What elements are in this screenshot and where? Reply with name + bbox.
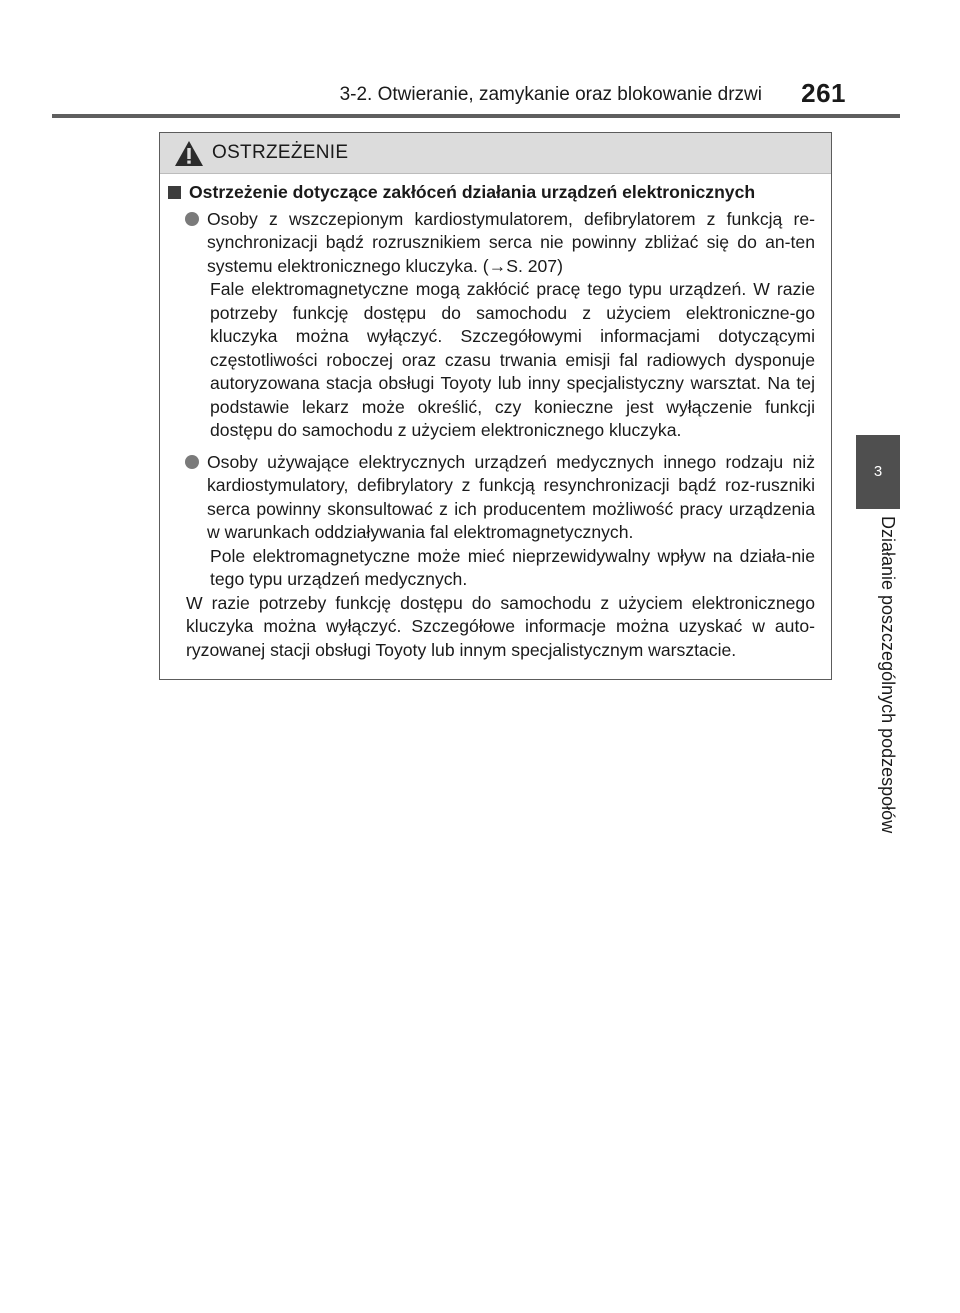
bullet-detail: Fale elektromagnetyczne mogą zakłócić pracę tego typu urządzeń. W razie potrzeby funkcję dostępu do samochodu z użyciem elektroniczne-go kluczyka można wyłączyć. Szczegółowymi informacjami dotyczącymi częstotliwości roboczej oraz czasu trwania emisji fal radiowych dysponuje autoryzowana stacja obsługi Toyoty lub inny specjalistyczny warsztat. Na tej podstawie lekarz może określić, czy konieczne jest wyłączenie funkcji dostępu do samochodu z użyciem elektronicznego kluczyka. xyxy=(210,279,815,440)
circle-bullet-icon xyxy=(185,455,199,469)
list-item xyxy=(168,208,815,443)
bullet-text: Osoby używające elektrycznych urządzeń medycznych innego rodzaju niż kardiostymulatory, defibrylatory z funkcją resynchronizacji bądź roz-ruszniki serca powinny skonsultować z ich producentem możliwość pracy urządzenia w warunkach oddziaływania fal elektromagnetycznych. xyxy=(207,451,815,542)
warning-triangle-icon xyxy=(174,140,204,167)
closing-paragraph: W razie potrzeby funkcję dostępu do samochodu z użyciem elektronicznego kluczyka można wyłączyć. Szczegółowe informacje można uzyskać w auto-ryzowanej stacji obsługi Toyoty lub innym specjalistycznym warsztacie. xyxy=(186,592,815,660)
warning-box xyxy=(159,132,832,680)
square-bullet-icon xyxy=(168,186,181,199)
warning-header xyxy=(160,133,831,174)
circle-bullet-icon xyxy=(185,212,199,226)
chapter-number: 3 xyxy=(873,463,883,480)
section-title: 3-2. Otwieranie, zamykanie oraz blokowanie drzwi xyxy=(339,84,762,105)
page-number: 261 xyxy=(801,78,846,108)
chapter-tab xyxy=(856,435,900,509)
warning-body xyxy=(168,181,815,662)
bullet-detail: Pole elektromagnetyczne może mieć nieprzewidywalny wpływ na działa-nie tego typu urządzeń medycznych. xyxy=(210,545,815,589)
bullet-text: Osoby z wszczepionym kardiostymulatorem, defibrylatorem z funkcją re-synchronizacji bądź rozrusznikiem serca nie powinny zbliżać się do an-ten systemu elektronicznego kluczyka. (→S. 207) xyxy=(207,208,815,276)
warning-title: OSTRZEŻENIE xyxy=(212,142,349,163)
page-header xyxy=(0,0,960,115)
list-item xyxy=(168,451,815,592)
chapter-title: Działanie poszczególnych podzespołów xyxy=(878,516,898,834)
header-divider xyxy=(52,114,900,118)
section-heading-text: Ostrzeżenie dotyczące zakłóceń działania urządzeń elektronicznych xyxy=(189,182,756,202)
section-heading xyxy=(168,181,815,205)
